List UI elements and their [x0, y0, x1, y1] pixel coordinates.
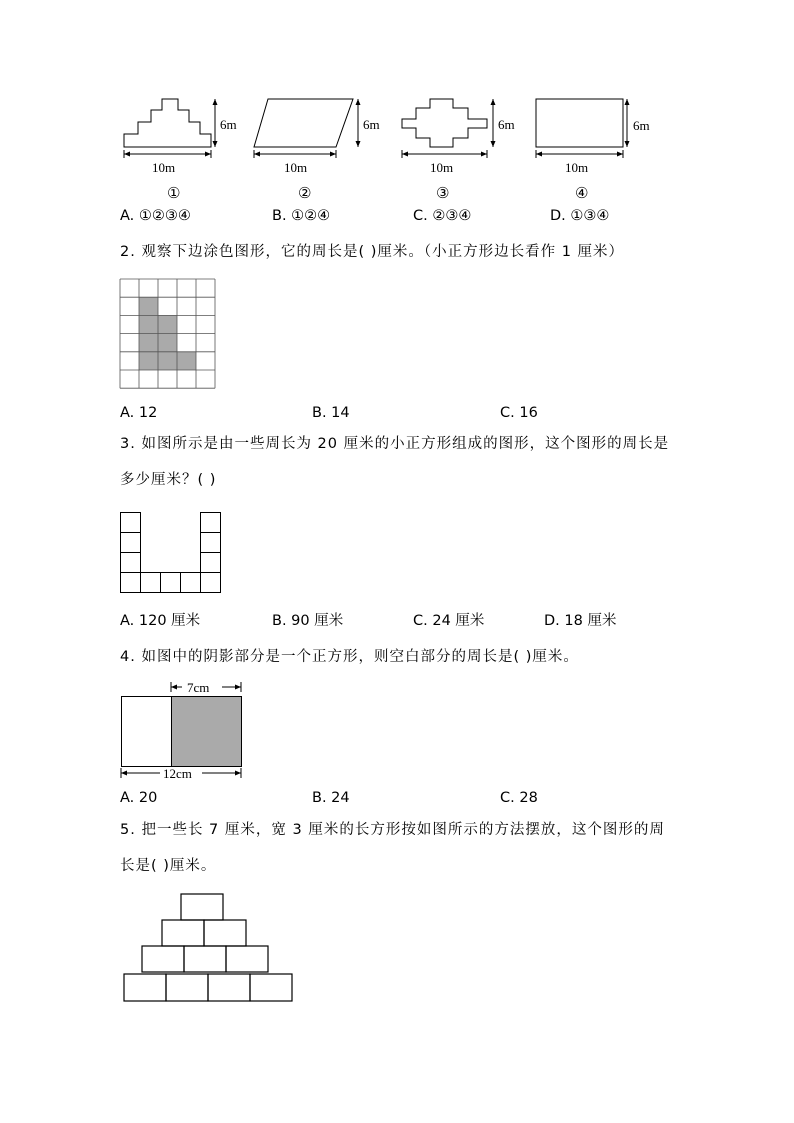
q1-fig2-height: 6m [363, 117, 380, 132]
q4-option-b[interactable]: B. 24 [312, 790, 350, 806]
q4-bottom-dimension: 12cm [163, 766, 192, 781]
q3-option-b[interactable]: B. 90 厘米 [272, 613, 344, 629]
q1-fig3-width: 10m [430, 160, 454, 175]
q1-fig1-height: 6m [220, 117, 237, 132]
q1-fig4-label: ④ [575, 184, 590, 202]
q1-fig2-width: 10m [284, 160, 308, 175]
q5-question-line2: 长是( )厘米。 [120, 858, 217, 874]
q1-figure-4 [532, 92, 662, 175]
q4-rectangle-figure [118, 678, 248, 782]
q3-option-d[interactable]: D. 18 厘米 [544, 613, 617, 629]
q1-option-a[interactable]: A. ①②③④ [120, 208, 191, 224]
q3-question-line1: 3. 如图所示是由一些周长为 20 厘米的小正方形组成的图形，这个图形的周长是 [120, 436, 670, 452]
q1-fig2-label: ② [298, 184, 313, 202]
q2-option-b[interactable]: B. 14 [312, 405, 350, 421]
q1-fig1-label: ① [167, 184, 182, 202]
q3-option-a[interactable]: A. 120 厘米 [120, 613, 201, 629]
q3-option-c[interactable]: C. 24 厘米 [413, 613, 485, 629]
q3-question-line2: 多少厘米？( ) [120, 472, 217, 488]
q1-option-c[interactable]: C. ②③④ [413, 208, 472, 224]
q4-option-a[interactable]: A. 20 [120, 790, 158, 806]
q1-option-d[interactable]: D. ①③④ [550, 208, 610, 224]
q4-top-dimension: 7cm [187, 680, 210, 695]
q2-option-c[interactable]: C. 16 [500, 405, 538, 421]
q2-grid-figure [120, 279, 216, 389]
q5-question-line1: 5. 把一些长 7 厘米，宽 3 厘米的长方形按如图所示的方法摆放，这个图形的周 [120, 822, 665, 838]
q2-question-text: 2. 观察下边涂色图形，它的周长是( )厘米。（小正方形边长看作 1 厘米） [120, 244, 625, 260]
q1-figure-2 [250, 92, 380, 175]
q1-fig3-height: 6m [498, 117, 515, 132]
q5-pyramid-figure [122, 892, 297, 1004]
q4-option-c[interactable]: C. 28 [500, 790, 538, 806]
q1-option-b[interactable]: B. ①②④ [272, 208, 331, 224]
q1-fig4-height: 6m [633, 118, 650, 133]
q1-figure-3 [398, 92, 528, 175]
q1-fig1-width: 10m [152, 160, 176, 175]
q4-question-text: 4. 如图中的阴影部分是一个正方形，则空白部分的周长是( )厘米。 [120, 649, 579, 665]
q1-fig4-width: 10m [565, 160, 589, 175]
q1-figure-1 [118, 92, 248, 175]
q1-fig3-label: ③ [436, 184, 451, 202]
q2-option-a[interactable]: A. 12 [120, 405, 158, 421]
q3-u-shape-figure [120, 512, 224, 596]
